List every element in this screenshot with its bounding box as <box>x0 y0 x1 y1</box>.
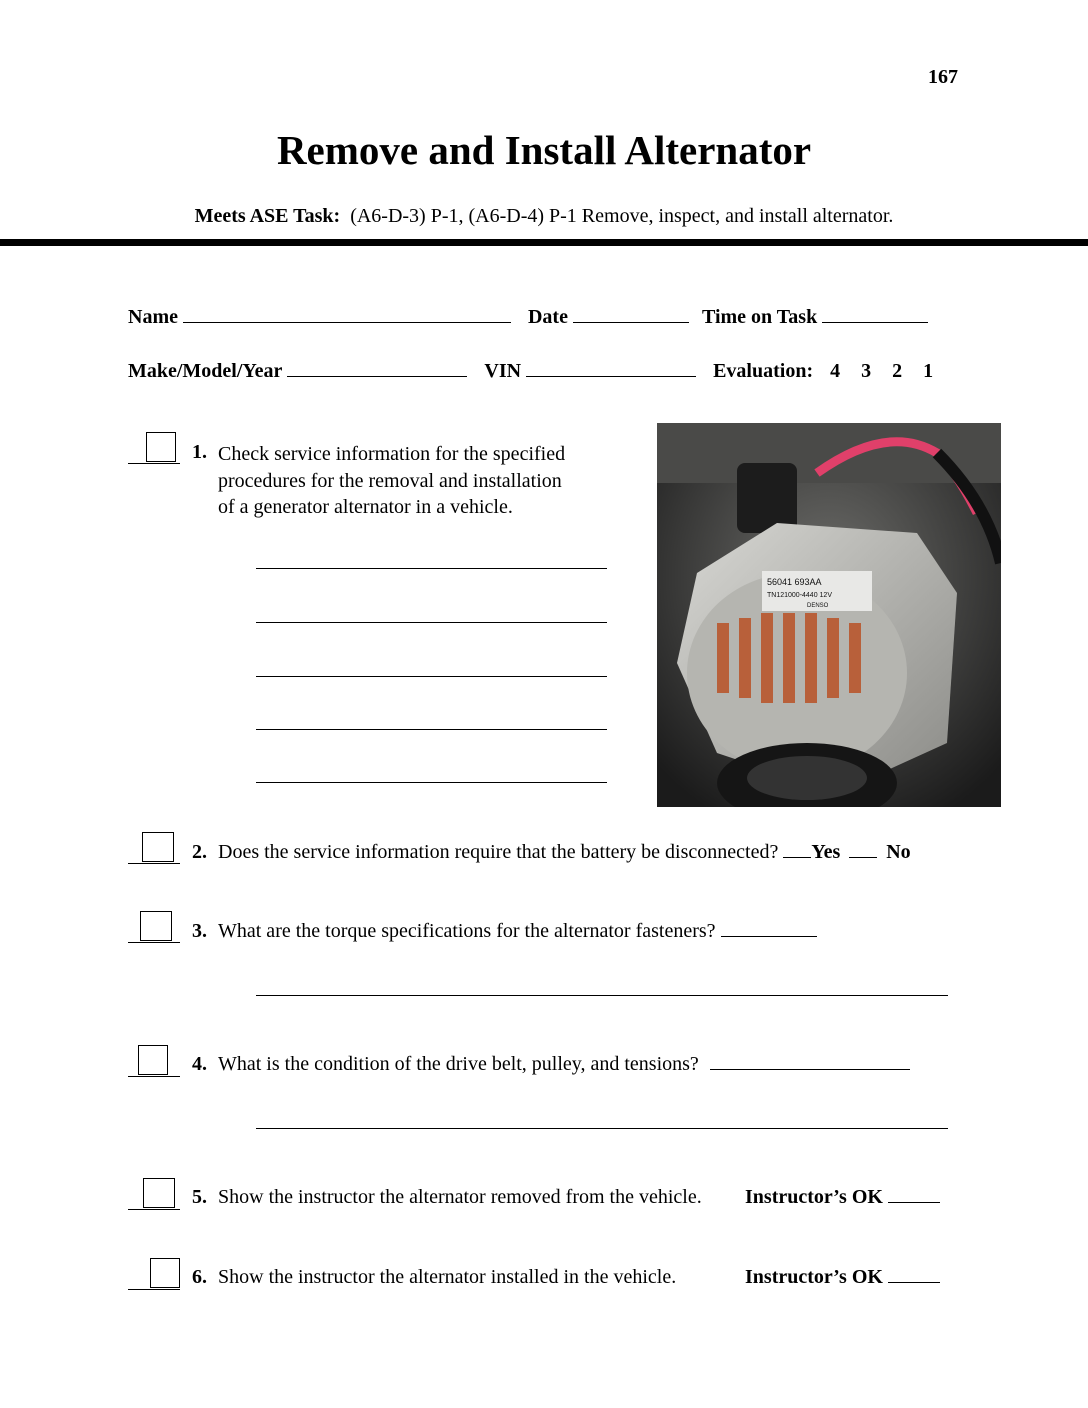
item-4-number: 4. <box>192 1053 207 1075</box>
item-6-instructor-ok <box>745 1266 940 1289</box>
answer-line[interactable] <box>256 729 607 730</box>
instructor-ok-field[interactable] <box>888 1266 940 1283</box>
photo-label-line2: TN121000-4440 12V <box>767 592 832 599</box>
item-1-checkbox[interactable] <box>128 432 180 464</box>
no-blank[interactable] <box>849 841 877 858</box>
belt-condition-field[interactable] <box>710 1053 910 1070</box>
vin-field[interactable] <box>526 360 696 377</box>
item-2-number: 2. <box>192 841 207 863</box>
answer-line[interactable] <box>256 995 948 996</box>
date-field[interactable] <box>573 306 689 323</box>
page-number: 167 <box>928 66 958 88</box>
item-5-number: 5. <box>192 1186 207 1208</box>
answer-line[interactable] <box>256 622 607 623</box>
ase-task-text: (A6-D-3) P-1, (A6-D-4) P-1 Remove, inspect, and install alternator. <box>350 205 894 227</box>
ase-task <box>0 205 1088 228</box>
item-6-text: Show the instructor the alternator installed in the vehicle. <box>218 1266 677 1288</box>
no-label: No <box>886 841 911 863</box>
item-3-checkbox[interactable] <box>128 911 180 943</box>
instructor-ok-label: Instructor’s OK <box>745 1266 883 1288</box>
torque-spec-field[interactable] <box>721 920 817 937</box>
instructor-ok-label: Instructor’s OK <box>745 1186 883 1208</box>
item-1-line: of a generator alternator in a vehicle. <box>218 496 513 518</box>
ase-task-label: Meets ASE Task: <box>194 205 341 227</box>
item-1-text <box>218 441 565 521</box>
item-2-checkbox[interactable] <box>128 832 180 864</box>
answer-line[interactable] <box>256 676 607 677</box>
time-on-task-field[interactable] <box>822 306 928 323</box>
item-3-question: What are the torque specifications for the alternator fasteners? <box>218 920 716 942</box>
yes-label: Yes <box>811 841 841 863</box>
name-label: Name <box>128 306 178 328</box>
item-1-line: Check service information for the specified <box>218 443 566 465</box>
eval-score-4[interactable]: 4 <box>830 360 841 382</box>
page-title: Remove and Install Alternator <box>276 127 812 173</box>
info-row-2 <box>128 360 933 383</box>
item-1-number: 1. <box>192 441 207 463</box>
yes-blank[interactable] <box>783 841 811 858</box>
item-2-text <box>218 841 911 864</box>
eval-score-1[interactable]: 1 <box>923 360 934 382</box>
time-on-task-label: Time on Task <box>701 306 818 328</box>
make-model-year-label: Make/Model/Year <box>128 360 283 382</box>
evaluation-label: Evaluation: <box>713 360 814 382</box>
item-1-line: procedures for the removal and installation <box>218 469 562 492</box>
item-5-checkbox[interactable] <box>128 1178 180 1210</box>
make-model-year-field[interactable] <box>287 360 467 377</box>
instructor-ok-field[interactable] <box>888 1186 940 1203</box>
photo-label-brand: DENSO <box>807 603 829 609</box>
item-3-text <box>218 920 817 943</box>
answer-line[interactable] <box>256 782 607 783</box>
item-5-text: Show the instructor the alternator removed from the vehicle. <box>218 1186 702 1208</box>
answer-line[interactable] <box>256 568 607 569</box>
eval-score-2[interactable]: 2 <box>892 360 903 382</box>
item-5-instructor-ok <box>745 1186 940 1209</box>
answer-line[interactable] <box>256 1128 948 1129</box>
alternator-photo <box>657 423 1001 807</box>
date-label: Date <box>527 306 568 328</box>
item-4-checkbox[interactable] <box>128 1045 180 1077</box>
name-field[interactable] <box>183 306 511 323</box>
item-2-question: Does the service information require that the battery be disconnected? <box>218 841 779 863</box>
photo-label-part: 56041 693AA <box>767 577 822 587</box>
info-row-1 <box>128 306 928 329</box>
item-4-question: What is the condition of the drive belt, pulley, and tensions? <box>218 1053 699 1075</box>
vin-label: VIN <box>484 360 522 382</box>
item-6-checkbox[interactable] <box>128 1258 180 1290</box>
item-3-number: 3. <box>192 920 207 942</box>
item-6-number: 6. <box>192 1266 207 1288</box>
header-rule <box>0 239 1088 246</box>
item-4-text <box>218 1053 910 1076</box>
eval-score-3[interactable]: 3 <box>861 360 872 382</box>
